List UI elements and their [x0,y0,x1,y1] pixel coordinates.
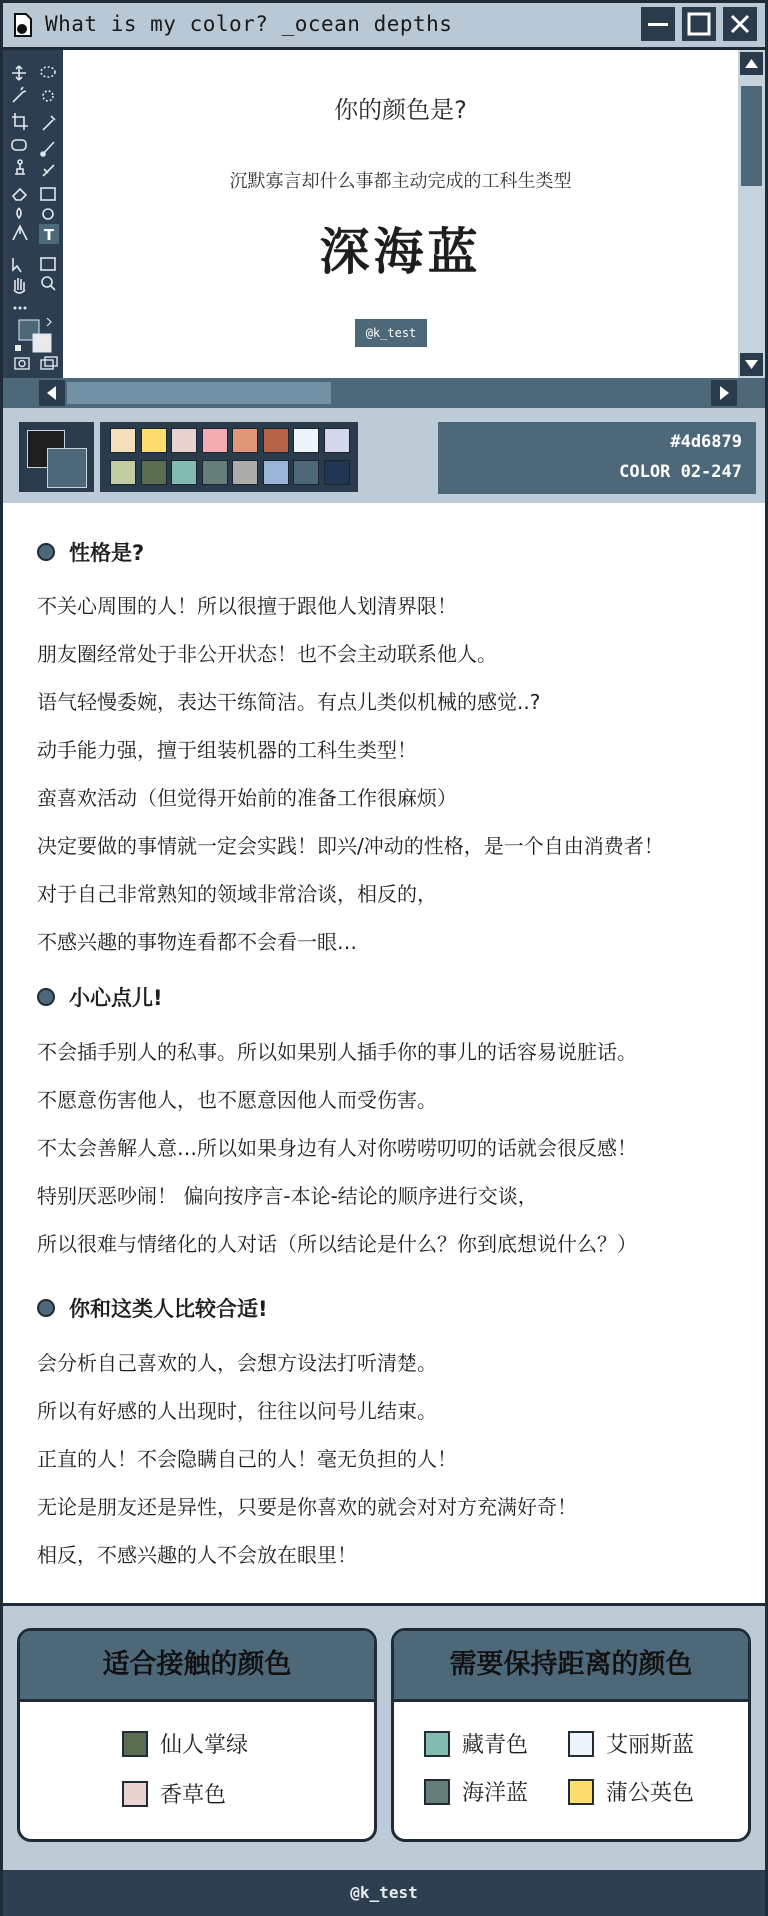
arrow-up-icon [740,52,763,75]
color-match-cards [3,1606,765,1870]
screen-mode-icon[interactable] [41,357,57,369]
palette-swatch[interactable] [293,428,319,453]
palette-swatch[interactable] [324,428,350,453]
window-title: What is my color? _ocean depths [45,12,453,36]
color-chip [568,1731,594,1757]
scroll-up-button[interactable] [740,52,763,75]
quick-select-icon[interactable] [43,91,53,101]
close-icon [723,7,757,41]
list-item: 语气轻慢委婉，表达干练简洁。有点儿类似机械的感觉..? [37,690,541,714]
eraser-tool-icon[interactable] [13,189,26,200]
avoid-colors-title: 需要保持距离的颜色 [394,1631,748,1702]
lasso-tool-icon[interactable] [41,67,55,77]
palette-swatch[interactable] [141,460,167,485]
crop-tool-icon[interactable] [12,113,28,130]
section-title-caution: 小心点儿! [37,982,163,1012]
palette-swatch[interactable] [171,460,197,485]
scroll-down-button[interactable] [740,353,763,376]
palette-swatch[interactable] [202,428,228,453]
scroll-left-button[interactable] [39,380,65,406]
maximize-button[interactable] [682,7,716,41]
color-item: 香草色 [122,1778,226,1809]
scroll-right-button[interactable] [711,380,737,406]
swatch-grid [100,422,358,492]
document-icon [13,13,33,37]
path-select-icon[interactable] [13,258,21,272]
title-bar [3,3,765,50]
color-item: 藏青色 [424,1728,528,1759]
color-item: 艾丽斯蓝 [568,1728,694,1759]
color-item: 蒲公英色 [568,1776,694,1807]
arrow-right-icon [711,380,737,406]
gradient-tool-icon[interactable] [41,188,55,200]
question-text: 你的颜色是? [334,96,467,124]
color-chip [568,1779,594,1805]
more-tools-icon[interactable] [14,307,27,310]
good-colors-card [17,1628,377,1842]
hand-tool-icon[interactable] [14,278,25,293]
list-item: 所以有好感的人出现时，往往以问号儿结束。 [37,1399,437,1423]
list-item: 所以很难与情绪化的人对话（所以结论是什么？你到底想说什么？） [37,1232,637,1256]
history-brush-icon[interactable] [43,165,54,176]
palette-swatch[interactable] [171,428,197,453]
list-item: 会分析自己喜欢的人，会想方设法打听清楚。 [37,1351,437,1375]
horizontal-scroll-thumb[interactable] [67,382,331,404]
palette-swatch[interactable] [110,428,136,453]
type-subtitle: 沉默寡言却什么事都主动完成的工科生类型 [229,171,572,192]
color-picker[interactable] [19,422,94,492]
arrow-left-icon [39,380,65,406]
color-chip [424,1731,450,1757]
list-item: 朋友圈经常处于非公开状态！也不会主动联系他人。 [37,642,497,666]
toolbox [3,50,63,378]
close-button[interactable] [723,7,757,41]
list-item: 不太会善解人意…所以如果身边有人对你唠唠叨叨的话就会很反感！ [37,1136,637,1160]
background-color-swatch[interactable] [47,448,87,488]
palette-swatch[interactable] [110,460,136,485]
move-tool-icon[interactable] [12,66,26,80]
footer-credit: @k_test [3,1870,765,1916]
list-item: 不关心周围的人！所以很擅于跟他人划清界限！ [37,594,457,618]
eyedropper-icon[interactable] [43,116,55,130]
brush-tool-icon[interactable] [41,142,54,156]
description-panel [3,503,765,1606]
color-name: 深海蓝 [319,223,482,281]
type-tool-icon[interactable] [39,224,59,244]
bullet-icon [37,1299,55,1317]
arrow-down-icon [740,353,763,376]
palette-swatch[interactable] [263,460,289,485]
maximize-icon [682,7,716,41]
palette-swatch[interactable] [293,460,319,485]
color-item: 海洋蓝 [424,1776,528,1807]
marquee-tool-icon[interactable] [12,140,26,150]
horizontal-scrollbar[interactable] [3,378,765,408]
palette-swatch[interactable] [232,428,258,453]
stamp-tool-icon[interactable] [15,160,25,174]
color-info-panel [438,422,756,494]
section-title-personality: 性格是? [37,537,144,567]
avoid-colors-card [391,1628,751,1842]
list-item: 特别厌恶吵闹！ 偏向按序言-本论-结论的顺序进行交谈， [37,1184,538,1208]
zoom-tool-icon[interactable] [42,277,55,290]
minimize-button[interactable] [641,7,675,41]
minimize-icon [641,7,675,41]
vertical-scrollbar[interactable] [738,50,765,378]
list-item: 不愿意伤害他人，也不愿意因他人而受伤害。 [37,1088,437,1112]
color-chip [424,1779,450,1805]
palette-swatch[interactable] [324,460,350,485]
pen-tool-icon[interactable] [13,226,27,240]
color-swap-icon[interactable] [15,318,51,352]
palette-swatch[interactable] [232,460,258,485]
shape-tool-icon[interactable] [41,258,55,270]
list-item: 正直的人！不会隐瞒自己的人！毫无负担的人！ [37,1447,457,1471]
color-item: 仙人掌绿 [122,1728,248,1759]
vertical-scroll-thumb[interactable] [741,86,762,186]
palette-swatch[interactable] [141,428,167,453]
list-item: 不会插手别人的私事。所以如果别人插手你的事儿的话容易说脏话。 [37,1040,637,1064]
good-colors-title: 适合接触的颜色 [20,1631,374,1702]
magic-wand-icon[interactable] [13,87,26,102]
list-item: 蛮喜欢活动（但觉得开始前的准备工作很麻烦） [37,786,457,810]
blur-tool-icon[interactable] [17,208,21,218]
bullet-icon [37,988,55,1006]
list-item: 决定要做的事情就一定会实践！即兴/冲动的性格，是一个自由消费者！ [37,834,664,858]
author-tag: @k_test [355,319,427,347]
list-item: 相反，不感兴趣的人不会放在眼里！ [37,1543,357,1567]
svg-text:T: T [43,226,55,244]
palette-swatch[interactable] [263,428,289,453]
palette-swatch[interactable] [202,460,228,485]
list-item: 不感兴趣的事物连看都不会看一眼… [37,930,357,954]
canvas [63,50,738,378]
list-item: 动手能力强，擅于组装机器的工科生类型！ [37,738,417,762]
color-id: COLOR 02-247 [619,462,742,482]
color-chip [122,1731,148,1757]
section-title-compatible: 你和这类人比较合适! [37,1293,268,1323]
palette-row [3,408,765,506]
list-item: 对于自己非常熟知的领域非常洽谈，相反的， [37,882,437,906]
list-item: 无论是朋友还是异性，只要是你喜欢的就会对对方充满好奇！ [37,1495,577,1519]
quick-mask-icon[interactable] [15,358,29,369]
bullet-icon [37,543,55,561]
hex-code: #4d6879 [670,432,742,452]
dodge-tool-icon[interactable] [43,209,53,219]
color-chip [122,1781,148,1807]
